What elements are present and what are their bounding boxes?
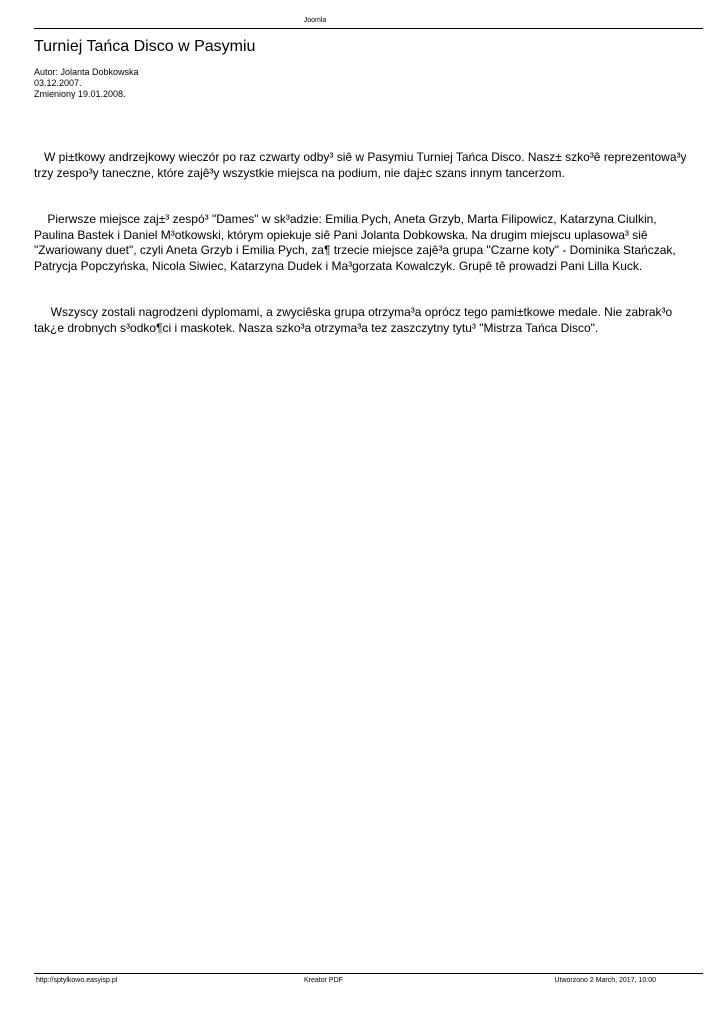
article-body [34,150,690,367]
site-name-header: Joomla [303,17,327,24]
footer-divider [34,973,703,974]
article-meta [34,67,139,100]
article-author: Autor: Jolanta Dobkowska [34,67,139,77]
footer-generator: Kreator PDF [304,977,343,984]
article-paragraph: W pi±tkowy andrzejkowy wieczór po raz czwarty odby³ siê w Pasymiu Turniej Tańca Disco. Nasz± szko³ê reprezentowa³y trzy zespo³y taneczne, które zajê³y wszystkie miejsca na podium, nie daj±c szans innym tancerzom. [34,150,690,180]
page-footer [34,976,656,986]
article-paragraph: Pierwsze miejsce zaj±³ zespó³ "Dames" w sk³adzie: Emilia Pych, Aneta Grzyb, Marta Filipowicz, Katarzyna Ciulkin, Paulina Bastek i Daniel M³otkowski, którym opiekuje siê Pani Jolanta Dobkowska. Na drugim miejscu uplasowa³ siê "Zwariowany duet", czyli Aneta Grzyb i Emilia Pych, za¶ trzecie miejsce zajê³a grupa "Czarne koty" - Dominika Stańczak, Patrycja Popczyńska, Nicola Siwiec, Katarzyna Dudek i Ma³gorzata Kowalczyk. Grupê tê prowadzi Pani Lilla Kuck. [34,212,680,273]
article-title: Turniej Tańca Disco w Pasymiu [34,38,256,55]
article-date: 03.12.2007. [34,78,82,88]
footer-created-date: Utworzono 2 March, 2017, 10:00 [554,977,656,984]
article-modified-date: Zmieniony 19.01.2008. [34,89,126,99]
header-divider [34,28,703,29]
article-paragraph: Wszyscy zostali nagrodzeni dyplomami, a zwyciêska grupa otrzyma³a oprócz tego pami±tkowe medale. Nie zabrak³o tak¿e drobnych s³odko¶ci i maskotek. Nasza szko³a otrzyma³a tez zaszczytny tytu³ "Mistrza Tańca Disco". [34,305,676,335]
footer-site-url[interactable]: http://sptylkowo.easyisp.pl [36,977,118,984]
